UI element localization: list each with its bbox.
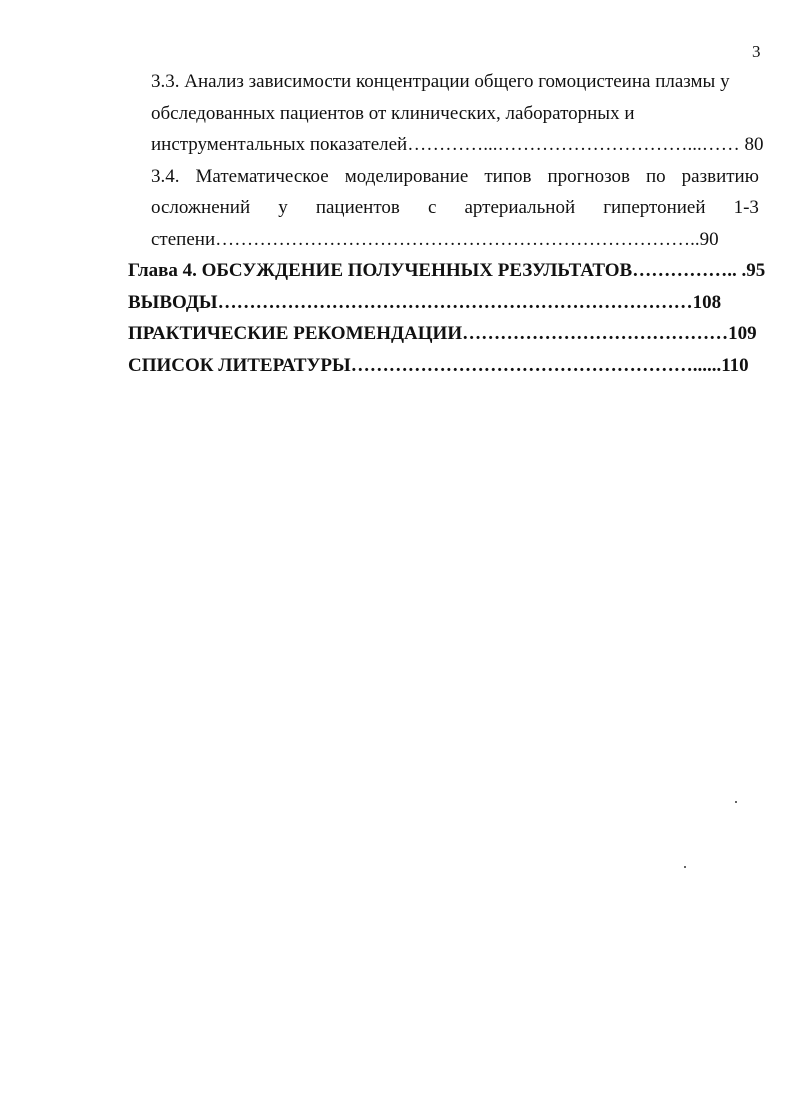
word: с [427, 197, 437, 218]
word: развитию [681, 166, 759, 187]
word: пациентов [315, 197, 400, 218]
word: артериальной [464, 197, 576, 218]
word: 1-3 [733, 197, 759, 218]
toc-entry-conclusions: ВЫВОДЫ…………………………………………………………………108 [128, 292, 722, 313]
word: по [646, 166, 666, 187]
scan-speck [684, 866, 686, 868]
word: у [278, 197, 288, 218]
word: 3.4. [151, 166, 180, 187]
word: Математическое [195, 166, 329, 187]
word: гипертонией [603, 197, 706, 218]
page-number: 3 [752, 42, 761, 61]
word: моделирование [344, 166, 469, 187]
toc-entry-3-4-line-1 [151, 161, 759, 193]
toc-entry-practical-recommendations: ПРАКТИЧЕСКИЕ РЕКОМЕНДАЦИИ……………………………………109 [128, 323, 757, 344]
toc-entry-3-3-line-3: инструментальных показателей…………...…………………………...…… 80 [151, 134, 764, 155]
word: прогнозов [547, 166, 630, 187]
scan-speck [735, 801, 737, 803]
word: осложнений [151, 197, 251, 218]
toc-entry-3-3-line-2: обследованных пациентов от клинических, лабораторных и [151, 103, 635, 124]
toc-entry-references: СПИСОК ЛИТЕРАТУРЫ………………………………………………......110 [128, 355, 749, 376]
toc-entry-3-3-line-1: 3.3. Анализ зависимости концентрации общего гомоцистеина плазмы у [151, 71, 730, 92]
toc-entry-3-4-line-3: степени…………………………………………………………………..90 [151, 229, 719, 250]
toc-entry-chapter-4: Глава 4. ОБСУЖДЕНИЕ ПОЛУЧЕННЫХ РЕЗУЛЬТАТОВ…………….. .95 [128, 260, 766, 281]
toc-entry-3-4-line-2 [151, 192, 759, 224]
word: типов [484, 166, 532, 187]
